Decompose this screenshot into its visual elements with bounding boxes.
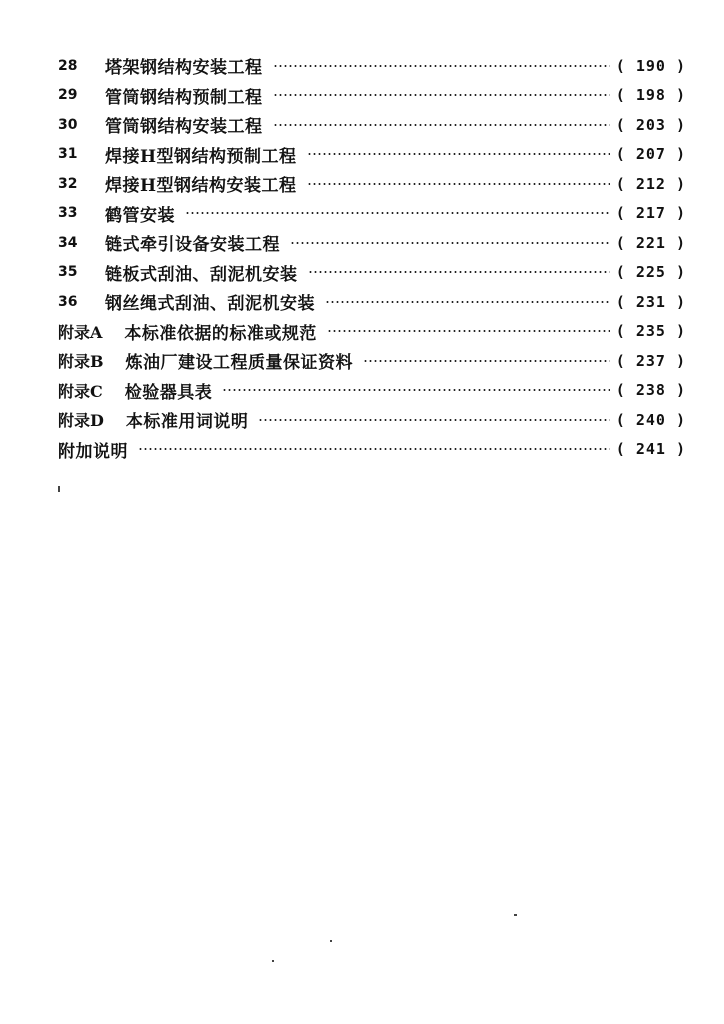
- toc-additional-notes[interactable]: [58, 435, 686, 465]
- entry-number: 30: [58, 116, 78, 133]
- leader-dots: [290, 242, 610, 244]
- entry-number: 36: [58, 293, 78, 310]
- entry-title: 链式牵引设备安装工程: [105, 235, 280, 256]
- appendix-label: 附录C: [58, 381, 103, 401]
- appendix-label: 附录B: [58, 352, 104, 372]
- toc-entry-36[interactable]: [58, 287, 686, 317]
- leader-dots: [273, 124, 610, 126]
- leader-dots: [138, 448, 610, 450]
- appendix-label: 附录A: [58, 322, 103, 342]
- appendix-title: 检验器具表: [124, 382, 213, 403]
- leader-dots: [273, 65, 610, 67]
- toc-entry-31[interactable]: [58, 140, 686, 170]
- leader-dots: [222, 389, 610, 391]
- entry-page: ( 217 ): [615, 204, 686, 223]
- additional-page: ( 241 ): [615, 440, 686, 459]
- appendix-label: 附录D: [58, 411, 104, 431]
- toc-entry-30[interactable]: [58, 110, 686, 140]
- leader-dots: [363, 360, 610, 362]
- entry-title: 管筒钢结构安装工程: [105, 117, 263, 138]
- entry-number: 32: [58, 175, 78, 192]
- appendix-page: ( 240 ): [615, 410, 686, 429]
- entry-page: ( 212 ): [615, 174, 686, 193]
- scan-speck: [272, 960, 274, 962]
- leader-dots: [307, 153, 610, 155]
- entry-title: 钢丝绳式刮油、刮泥机安装: [105, 294, 315, 315]
- appendix-page: ( 235 ): [615, 322, 686, 341]
- additional-title: 附加说明: [58, 441, 128, 462]
- appendix-title: 炼油厂建设工程质量保证资料: [125, 353, 354, 374]
- entry-title: 塔架钢结构安装工程: [105, 58, 263, 79]
- scan-speck: [330, 940, 332, 942]
- entry-number: 34: [58, 234, 78, 251]
- leader-dots: [325, 301, 610, 303]
- entry-number: 33: [58, 205, 78, 222]
- entry-number: 31: [58, 146, 78, 163]
- entry-title: 焊接H型钢结构安装工程: [105, 176, 297, 197]
- entry-page: ( 190 ): [615, 56, 686, 75]
- toc-entry-29[interactable]: [58, 81, 686, 111]
- appendix-page: ( 238 ): [615, 381, 686, 400]
- entry-title: 管筒钢结构预制工程: [105, 87, 263, 108]
- toc-entry-32[interactable]: [58, 169, 686, 199]
- toc-entry-28[interactable]: [58, 51, 686, 81]
- entry-page: ( 231 ): [615, 292, 686, 311]
- entry-page: ( 198 ): [615, 86, 686, 105]
- leader-dots: [273, 94, 610, 96]
- toc-appendix-c[interactable]: [58, 376, 686, 406]
- appendix-title: 本标准依据的标准或规范: [124, 323, 317, 344]
- entry-page: ( 225 ): [615, 263, 686, 282]
- entry-title: 焊接H型钢结构预制工程: [105, 146, 297, 167]
- entry-title: 鹤管安装: [105, 205, 175, 226]
- entry-page: ( 207 ): [615, 145, 686, 164]
- leader-dots: [258, 419, 609, 421]
- leader-dots: [327, 330, 610, 332]
- entry-page: ( 221 ): [615, 233, 686, 252]
- leader-dots: [185, 212, 610, 214]
- appendix-title: 本标准用词说明: [125, 412, 249, 433]
- entry-page: ( 203 ): [615, 115, 686, 134]
- leader-dots: [308, 271, 610, 273]
- toc-entry-33[interactable]: [58, 199, 686, 229]
- scan-speck: [514, 914, 517, 916]
- entry-number: 28: [58, 57, 78, 74]
- entry-title: 链板式刮油、刮泥机安装: [105, 264, 298, 285]
- toc-appendix-a[interactable]: [58, 317, 686, 347]
- toc-appendix-d[interactable]: [58, 405, 686, 435]
- entry-number: 29: [58, 87, 78, 104]
- toc-entry-35[interactable]: [58, 258, 686, 288]
- toc-entry-34[interactable]: [58, 228, 686, 258]
- appendix-page: ( 237 ): [615, 351, 686, 370]
- leader-dots: [307, 183, 610, 185]
- toc-appendix-b[interactable]: [58, 346, 686, 376]
- scan-speck: [58, 486, 60, 492]
- entry-number: 35: [58, 264, 78, 281]
- table-of-contents: [58, 51, 686, 464]
